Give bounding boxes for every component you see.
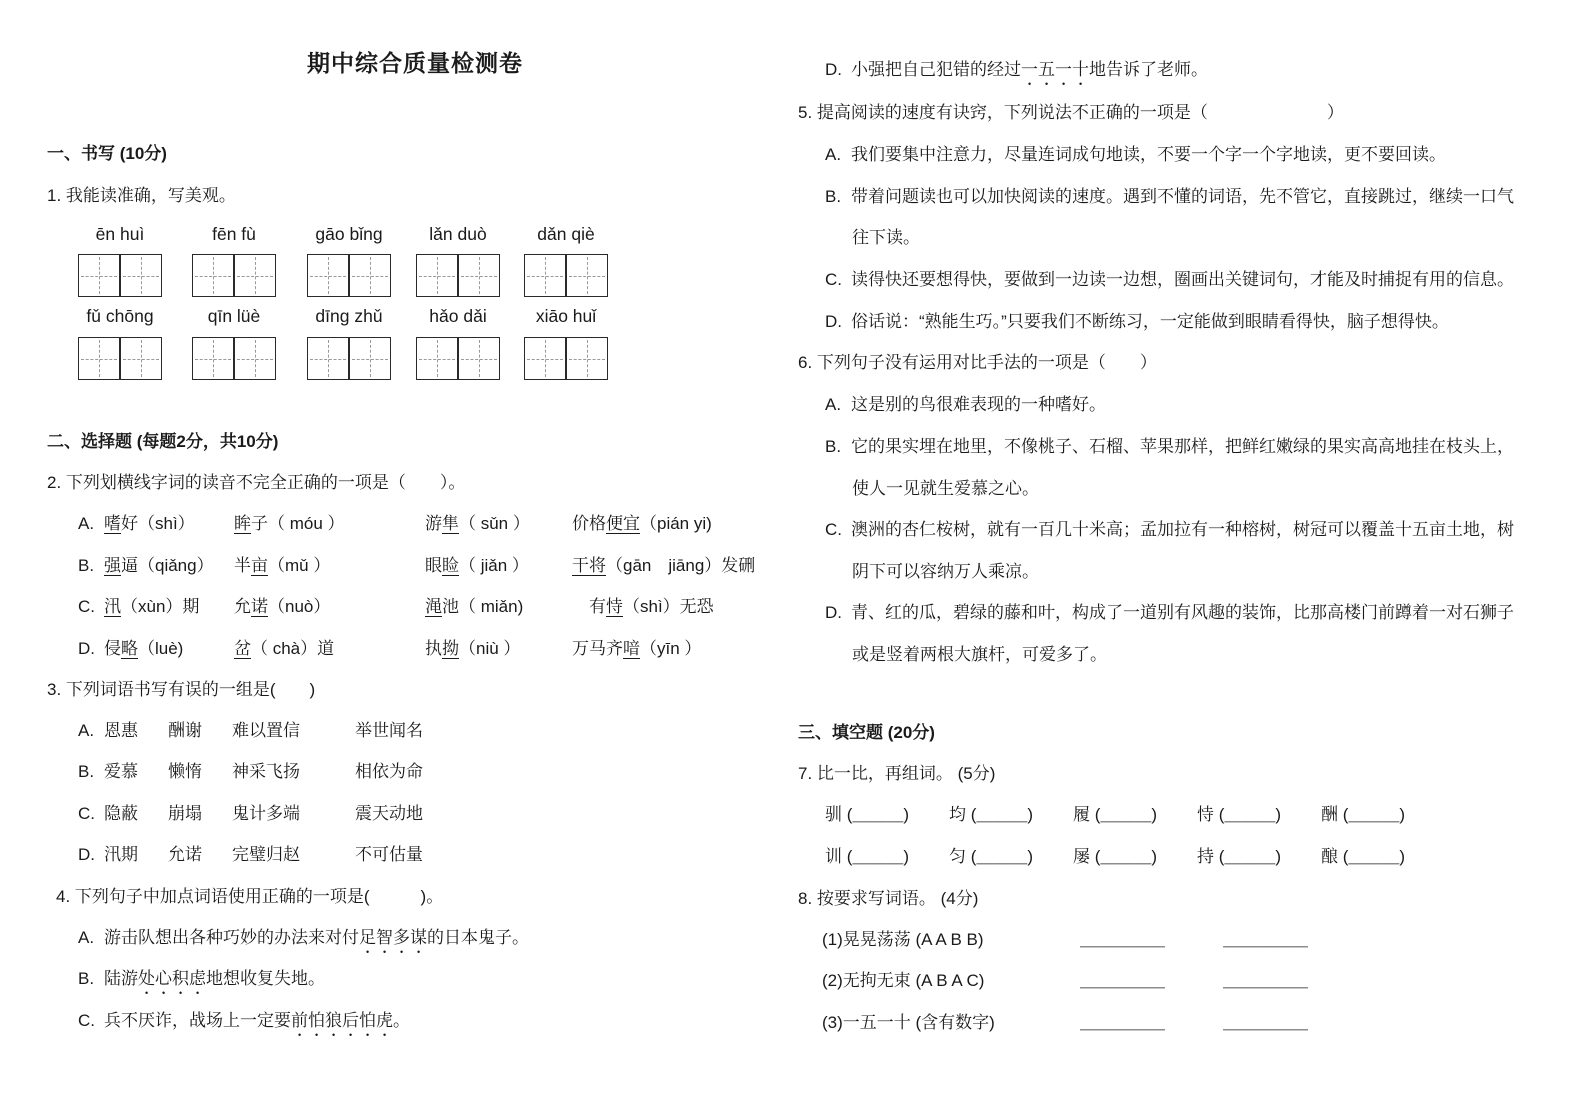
answer-blank: ＿＿＿＿＿: [1080, 930, 1165, 949]
word-group: 眸子（ móu ）: [234, 514, 345, 533]
option-text: 它的果实埋在地里，不像桃子、石榴、苹果那样，把鲜红嫩绿的果实高高地挂在枝头上，: [851, 437, 1514, 456]
pinyin-word: xiāo huǐ: [535, 306, 597, 326]
option-text: 这是别的鸟很难表现的一种嗜好。: [851, 395, 1106, 414]
option-label: A.: [78, 514, 95, 533]
pattern-label: (1)晃晃荡荡 (A A B B): [822, 930, 984, 949]
grid-cell: [119, 338, 161, 379]
answer-blank: ＿＿＿＿＿: [1080, 971, 1165, 990]
q2-option-a: [78, 512, 712, 535]
option-label: A.: [825, 145, 842, 164]
writing-grid: [78, 337, 162, 380]
grid-cell: [457, 255, 499, 296]
page-title: 期中综合质量检测卷: [307, 50, 523, 76]
option-label: C.: [825, 270, 842, 289]
compare-word: 酿 (＿＿＿): [1321, 847, 1406, 866]
word: 神采飞扬: [232, 762, 300, 781]
q6-option-c-cont: 阴下可以容纳万人乘凉。: [852, 562, 1039, 581]
grid-cell: [193, 338, 233, 379]
grid-cell: [525, 255, 565, 296]
word: 难以置信: [232, 721, 300, 740]
grid-cell: [79, 255, 119, 296]
answer-blank: ＿＿＿＿＿: [1080, 1013, 1165, 1032]
grid-cell: [565, 255, 607, 296]
grid-cell: [348, 338, 390, 379]
grid-cell: [525, 338, 565, 379]
answer-blank: ＿＿＿＿＿: [1223, 930, 1308, 949]
writing-grid: [416, 337, 500, 380]
word: 懒惰: [168, 762, 202, 781]
grid-cell: [565, 338, 607, 379]
grid-cell: [457, 338, 499, 379]
option-label: D.: [78, 639, 95, 658]
q5-option-b: [825, 185, 1514, 208]
q1-label: 1. 我能读准确，写美观。: [47, 186, 236, 205]
option-text: 读得快还要想得快，要做到一边读一边想，圈画出关键词句，才能及时捕捉有用的信息。: [851, 270, 1514, 289]
q4-stem: 4. 下列句子中加点词语使用正确的一项是( )。: [56, 887, 444, 906]
word-group: 执拗（niù ）: [425, 639, 521, 658]
pinyin-word: hǎo dǎi: [429, 306, 487, 326]
section-2-heading: 二、选择题 (每题2分，共10分): [47, 432, 279, 451]
word-group: 侵略（luè): [104, 639, 184, 658]
word-group: 眼睑（ jiǎn ）: [425, 556, 529, 575]
q7-row-1: [825, 803, 1405, 826]
pinyin-word: fǔ chōng: [86, 306, 154, 326]
q7-label: 7. 比一比，再组词。 (5分): [798, 764, 996, 783]
compare-word: 训 (＿＿＿): [825, 847, 910, 866]
pinyin-word: lǎn duò: [429, 224, 487, 244]
option-label: C.: [825, 520, 842, 539]
writing-grid: [416, 254, 500, 297]
q5-option-c: [825, 268, 1514, 291]
word-group: 允诺（nuò）: [234, 597, 331, 616]
word: 酬谢: [168, 721, 202, 740]
q6-option-a: [825, 393, 1106, 416]
q8-row-1: [822, 928, 1308, 951]
answer-blank: ＿＿＿＿＿: [1223, 971, 1308, 990]
option-label: B.: [78, 969, 95, 988]
option-text: 兵不厌诈，战场上一定要前怕狼后怕虎。: [104, 1011, 410, 1030]
compare-word: 持 (＿＿＿): [1197, 847, 1282, 866]
q3-option-b: [78, 760, 423, 783]
q6-option-c: [825, 518, 1514, 541]
option-label: C.: [78, 1011, 95, 1030]
grid-cell: [417, 255, 457, 296]
word-group: 游隼（ sǔn ）: [425, 514, 530, 533]
grid-cell: [119, 255, 161, 296]
grid-cell: [233, 338, 275, 379]
pinyin-word: qīn lüè: [207, 306, 261, 326]
word-group: 有恃（shì）无恐: [572, 597, 714, 616]
word: 爱慕: [104, 762, 138, 781]
grid-cell: [308, 338, 348, 379]
q6-option-d-cont: 或是竖着两根大旗杆，可爱多了。: [852, 645, 1107, 664]
option-label: A.: [825, 395, 842, 414]
option-text: 澳洲的杏仁桉树，就有一百几十米高；孟加拉有一种榕树，树冠可以覆盖十五亩土地，树: [851, 520, 1514, 539]
pinyin-word: dǎn qiè: [537, 224, 595, 244]
option-text: 俗话说：“熟能生巧。”只要我们不断练习，一定能做到眼睛看得快，脑子想得快。: [851, 312, 1449, 331]
grid-cell: [348, 255, 390, 296]
compare-word: 驯 (＿＿＿): [825, 805, 910, 824]
option-label: D.: [825, 60, 842, 79]
compare-word: 履 (＿＿＿): [1073, 805, 1158, 824]
pinyin-word: ēn huì: [95, 224, 145, 244]
grid-cell: [417, 338, 457, 379]
word-group: 干将（gān jiāng）发硎: [572, 556, 756, 575]
option-label: B.: [825, 437, 842, 456]
q3-stem: 3. 下列词语书写有误的一组是( ): [47, 680, 316, 699]
q5-stem: 5. 提高阅读的速度有诀窍，下列说法不正确的一项是（ ）: [798, 103, 1344, 122]
q4-option-c: [78, 1009, 410, 1040]
writing-grid: [524, 337, 608, 380]
q5-option-b-cont: 往下读。: [852, 228, 920, 247]
word: 崩塌: [168, 804, 202, 823]
word: 隐蔽: [104, 804, 138, 823]
word: 完璧归赵: [232, 845, 300, 864]
q6-option-d: [825, 601, 1514, 624]
option-text: 小强把自己犯错的经过一五一十地告诉了老师。: [851, 60, 1208, 79]
q6-stem: 6. 下列句子没有运用对比手法的一项是（ ）: [798, 353, 1157, 372]
option-label: A.: [78, 721, 95, 740]
option-label: C.: [78, 597, 95, 616]
word: 不可估量: [355, 845, 423, 864]
option-text: 青、红的瓜，碧绿的藤和叶，构成了一道别有风趣的装饰，比那高楼门前蹲着一对石狮子: [851, 603, 1514, 622]
word-group: 强逼（qiǎng）: [104, 556, 214, 575]
word: 举世闻名: [355, 721, 423, 740]
compare-word: 均 (＿＿＿): [949, 805, 1034, 824]
word: 相依为命: [355, 762, 423, 781]
option-text: 我们要集中注意力，尽量连词成句地读，不要一个字一个字地读，更不要回读。: [851, 145, 1446, 164]
word-group: 岔（ chà）道: [234, 639, 335, 658]
option-label: D.: [825, 603, 842, 622]
grid-cell: [233, 255, 275, 296]
option-label: D.: [825, 312, 842, 331]
q2-option-b: [78, 554, 755, 577]
writing-grid: [307, 337, 391, 380]
word-group: 半亩（mǔ ）: [234, 556, 331, 575]
section-1-heading: 一、书写 (10分): [47, 144, 167, 163]
word: 汛期: [104, 845, 138, 864]
word-group: 万马齐喑（yīn ）: [572, 639, 702, 658]
option-text: 带着问题读也可以加快阅读的速度。遇到不懂的词语，先不管它，直接跳过，继续一口气: [851, 187, 1514, 206]
q5-option-d: [825, 310, 1449, 333]
q3-option-d: [78, 843, 423, 866]
writing-grid: [78, 254, 162, 297]
q2-option-d: [78, 637, 701, 660]
pinyin-word: fēn fù: [212, 224, 256, 244]
q4-option-a: [78, 926, 529, 957]
section-3-heading: 三、填空题 (20分): [798, 723, 935, 742]
word: 鬼计多端: [232, 804, 300, 823]
word-group: 渑池（ miǎn): [425, 597, 524, 616]
q8-label: 8. 按要求写词语。 (4分): [798, 889, 979, 908]
pinyin-word: gāo bǐng: [315, 224, 383, 244]
compare-word: 恃 (＿＿＿): [1197, 805, 1282, 824]
word-group: 汛（xùn）期: [104, 597, 200, 616]
compare-word: 酬 (＿＿＿): [1321, 805, 1406, 824]
pattern-label: (2)无拘无束 (A B A C): [822, 971, 985, 990]
compare-word: 匀 (＿＿＿): [949, 847, 1034, 866]
q4-option-b: [78, 967, 325, 998]
writing-grid: [524, 254, 608, 297]
q7-row-2: [825, 845, 1405, 868]
q8-row-2: [822, 969, 1308, 992]
option-label: B.: [78, 556, 95, 575]
q5-option-a: [825, 143, 1446, 166]
writing-grid: [307, 254, 391, 297]
pinyin-word: dīng zhǔ: [315, 306, 383, 326]
option-label: A.: [78, 928, 95, 947]
option-label: B.: [78, 762, 95, 781]
word: 震天动地: [355, 804, 423, 823]
word: 允诺: [168, 845, 202, 864]
writing-grid: [192, 337, 276, 380]
q6-option-b-cont: 使人一见就生爱慕之心。: [852, 479, 1039, 498]
word-group: 价格便宜（pián yi): [572, 514, 712, 533]
option-label: B.: [825, 187, 842, 206]
compare-word: 屡 (＿＿＿): [1073, 847, 1158, 866]
answer-blank: ＿＿＿＿＿: [1223, 1013, 1308, 1032]
grid-cell: [308, 255, 348, 296]
option-text: 陆游处心积虑地想收复失地。: [104, 969, 325, 988]
q8-row-3: [822, 1011, 1308, 1034]
pattern-label: (3)一五一十 (含有数字): [822, 1013, 995, 1032]
grid-cell: [79, 338, 119, 379]
writing-grid: [192, 254, 276, 297]
option-label: D.: [78, 845, 95, 864]
word-group: 嗜好（shì）: [104, 514, 195, 533]
option-label: C.: [78, 804, 95, 823]
option-text: 游击队想出各种巧妙的办法来对付足智多谋的日本鬼子。: [104, 928, 529, 947]
q3-option-a: [78, 719, 423, 742]
q2-option-c: [78, 595, 714, 618]
q4-option-d: [825, 58, 1208, 89]
q6-option-b: [825, 435, 1514, 458]
grid-cell: [193, 255, 233, 296]
word: 恩惠: [104, 721, 138, 740]
q2-stem: 2. 下列划横线字词的读音不完全正确的一项是（ ）。: [47, 473, 466, 492]
q3-option-c: [78, 802, 423, 825]
